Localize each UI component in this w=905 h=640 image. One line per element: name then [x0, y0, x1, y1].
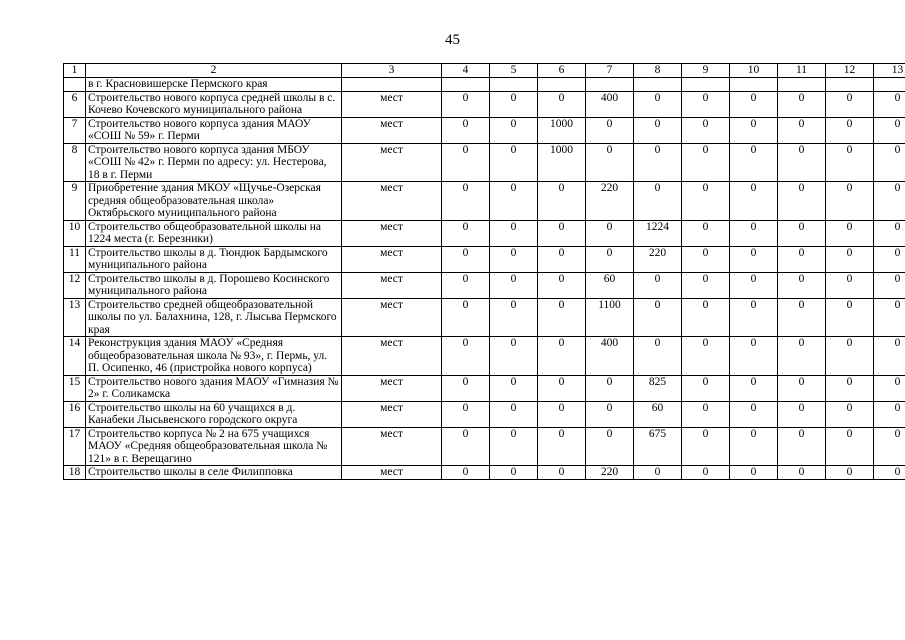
- value-cell: 0: [442, 427, 490, 466]
- value-cell: 0: [874, 427, 905, 466]
- value-cell: 0: [538, 375, 586, 401]
- value-cell: 0: [490, 298, 538, 337]
- row-number-cell: 11: [64, 246, 86, 272]
- value-cell: 0: [442, 91, 490, 117]
- table-row: [64, 375, 905, 401]
- value-cell: 0: [730, 117, 778, 143]
- row-number-cell: 17: [64, 427, 86, 466]
- name-cell: Строительство корпуса № 2 на 675 учащихся МАОУ «Средняя общеобразовательная школа № 121» в г. Верещагино: [86, 427, 342, 466]
- value-cell: 0: [586, 117, 634, 143]
- table-body: [64, 64, 905, 480]
- value-cell: 0: [442, 182, 490, 221]
- value-cell: 0: [538, 246, 586, 272]
- column-header: 12: [826, 64, 874, 78]
- value-cell: 0: [442, 375, 490, 401]
- value-cell: 0: [874, 466, 905, 480]
- row-number-cell: 15: [64, 375, 86, 401]
- unit-cell: мест: [342, 401, 442, 427]
- value-cell: 0: [538, 182, 586, 221]
- value-cell: 0: [490, 375, 538, 401]
- value-cell: 0: [778, 272, 826, 298]
- value-cell: 0: [682, 337, 730, 376]
- value-cell: 0: [730, 337, 778, 376]
- value-cell: 825: [634, 375, 682, 401]
- value-cell: 0: [490, 427, 538, 466]
- row-number-cell: 7: [64, 117, 86, 143]
- value-cell: 0: [682, 91, 730, 117]
- name-cell: Реконструкция здания МАОУ «Средняя общеобразовательная школа № 93», г. Пермь, ул. П. Осипенко, 46 (пристройка нового корпуса): [86, 337, 342, 376]
- continuation-row: [64, 78, 905, 92]
- row-number-cell: 12: [64, 272, 86, 298]
- value-cell: 0: [586, 246, 634, 272]
- value-cell: 0: [586, 427, 634, 466]
- value-cell: 0: [682, 375, 730, 401]
- row-number-cell: 13: [64, 298, 86, 337]
- value-cell: 1100: [586, 298, 634, 337]
- value-cell: 0: [682, 143, 730, 182]
- table-row: [64, 337, 905, 376]
- value-cell: 0: [586, 401, 634, 427]
- value-cell: 0: [874, 246, 905, 272]
- value-cell: 0: [826, 427, 874, 466]
- name-cell: Строительство средней общеобразовательной школы по ул. Балахнина, 128, г. Лысьва Пермского края: [86, 298, 342, 337]
- unit-cell: мест: [342, 91, 442, 117]
- row-number-cell: 8: [64, 143, 86, 182]
- value-cell: 0: [874, 298, 905, 337]
- row-number-cell: 18: [64, 466, 86, 480]
- value-cell: 400: [586, 337, 634, 376]
- value-cell: 0: [634, 298, 682, 337]
- value-cell: 0: [730, 401, 778, 427]
- value-cell: 0: [730, 182, 778, 221]
- value-cell: 0: [730, 143, 778, 182]
- column-header: 1: [64, 64, 86, 78]
- value-cell: 0: [490, 246, 538, 272]
- value-cell: 0: [682, 272, 730, 298]
- value-cell: 0: [490, 182, 538, 221]
- table-row: [64, 117, 905, 143]
- value-cell: 0: [874, 182, 905, 221]
- table-row: [64, 272, 905, 298]
- table-row: [64, 143, 905, 182]
- name-cell: Строительство нового корпуса здания МАОУ «СОШ № 59» г. Перми: [86, 117, 342, 143]
- value-cell: 0: [682, 401, 730, 427]
- value-cell: 0: [442, 401, 490, 427]
- value-cell: 0: [874, 117, 905, 143]
- value-cell: 0: [730, 375, 778, 401]
- unit-cell: мест: [342, 466, 442, 480]
- value-cell: 220: [586, 466, 634, 480]
- value-cell: 1224: [634, 220, 682, 246]
- value-cell: 0: [730, 466, 778, 480]
- document-table: [63, 63, 905, 480]
- name-cell: Строительство школы на 60 учащихся в д. Канабеки Лысьвенского городского округа: [86, 401, 342, 427]
- value-cell: 0: [778, 117, 826, 143]
- unit-cell: мест: [342, 117, 442, 143]
- value-cell: 0: [538, 272, 586, 298]
- value-cell: 0: [538, 466, 586, 480]
- value-cell: 0: [490, 117, 538, 143]
- value-cell: 0: [826, 375, 874, 401]
- value-cell: 0: [442, 246, 490, 272]
- value-cell: 0: [778, 182, 826, 221]
- value-cell: 1000: [538, 117, 586, 143]
- value-cell: 0: [538, 401, 586, 427]
- value-cell: 0: [778, 375, 826, 401]
- row-number-cell: 16: [64, 401, 86, 427]
- name-cell: Строительство школы в д. Тюндюк Бардымского муниципального района: [86, 246, 342, 272]
- value-cell: 0: [778, 143, 826, 182]
- value-cell: 0: [826, 91, 874, 117]
- value-cell: 0: [778, 220, 826, 246]
- name-cell: Строительство школы в селе Филипповка: [86, 466, 342, 480]
- column-header: 4: [442, 64, 490, 78]
- unit-cell: мест: [342, 375, 442, 401]
- column-header: 5: [490, 64, 538, 78]
- unit-cell: мест: [342, 298, 442, 337]
- value-cell: 0: [730, 220, 778, 246]
- value-cell: 0: [634, 91, 682, 117]
- value-cell: 0: [826, 246, 874, 272]
- value-cell: 0: [778, 401, 826, 427]
- value-cell: 0: [778, 246, 826, 272]
- table-row: [64, 91, 905, 117]
- unit-cell: мест: [342, 427, 442, 466]
- value-cell: 0: [826, 117, 874, 143]
- column-header: 9: [682, 64, 730, 78]
- name-cell: Строительство нового корпуса средней школы в с. Кочево Кочевского муниципального района: [86, 91, 342, 117]
- row-number-cell: [64, 78, 86, 92]
- value-cell: 0: [442, 117, 490, 143]
- value-cell: 0: [538, 337, 586, 376]
- value-cell: 0: [490, 337, 538, 376]
- name-cell: Строительство нового корпуса здания МБОУ «СОШ № 42» г. Перми по адресу: ул. Нестерова, 18 в г. Перми: [86, 143, 342, 182]
- value-cell: 0: [538, 220, 586, 246]
- value-cell: 0: [778, 298, 826, 337]
- value-cell: 0: [874, 375, 905, 401]
- value-cell: 0: [874, 220, 905, 246]
- page-number: 45: [445, 32, 460, 48]
- value-cell: 0: [826, 220, 874, 246]
- table-row: [64, 298, 905, 337]
- unit-cell: мест: [342, 246, 442, 272]
- value-cell: 0: [826, 182, 874, 221]
- value-cell: 0: [586, 143, 634, 182]
- name-cell: Строительство общеобразовательной школы на 1224 места (г. Березники): [86, 220, 342, 246]
- row-number-cell: 10: [64, 220, 86, 246]
- value-cell: 0: [442, 466, 490, 480]
- row-number-cell: 14: [64, 337, 86, 376]
- value-cell: 0: [730, 298, 778, 337]
- value-cell: 220: [586, 182, 634, 221]
- unit-cell: [342, 78, 442, 92]
- value-cell: 0: [586, 375, 634, 401]
- value-cell: 0: [730, 272, 778, 298]
- name-cell: Строительство школы в д. Порошево Косинского муниципального района: [86, 272, 342, 298]
- value-cell: 0: [682, 117, 730, 143]
- value-cell: 0: [634, 272, 682, 298]
- value-cell: 0: [826, 466, 874, 480]
- value-cell: 0: [634, 182, 682, 221]
- value-cell: 0: [874, 272, 905, 298]
- value-cell: 0: [634, 466, 682, 480]
- value-cell: 1000: [538, 143, 586, 182]
- column-header: 13: [874, 64, 905, 78]
- value-cell: 0: [730, 246, 778, 272]
- value-cell: 0: [874, 91, 905, 117]
- value-cell: 0: [730, 427, 778, 466]
- value-cell: 0: [442, 298, 490, 337]
- row-number-cell: 6: [64, 91, 86, 117]
- value-cell: 0: [490, 91, 538, 117]
- value-cell: 675: [634, 427, 682, 466]
- name-cell: Приобретение здания МКОУ «Щучье-Озерская средняя общеобразовательная школа» Октябрьского муниципального района: [86, 182, 342, 221]
- value-cell: 0: [826, 298, 874, 337]
- column-header: 2: [86, 64, 342, 78]
- value-cell: 0: [490, 220, 538, 246]
- value-cell: 0: [778, 91, 826, 117]
- value-cell: 0: [730, 91, 778, 117]
- value-cell: 400: [586, 91, 634, 117]
- value-cell: 0: [442, 220, 490, 246]
- column-header: 8: [634, 64, 682, 78]
- column-header: 7: [586, 64, 634, 78]
- unit-cell: мест: [342, 220, 442, 246]
- value-cell: 0: [682, 246, 730, 272]
- value-cell: 0: [538, 298, 586, 337]
- value-cell: 0: [826, 401, 874, 427]
- name-cell: в г. Красновишерске Пермского края: [86, 78, 342, 92]
- value-cell: 0: [778, 427, 826, 466]
- column-number-row: [64, 64, 905, 78]
- value-cell: 0: [778, 337, 826, 376]
- value-cell: 0: [538, 91, 586, 117]
- value-cell: 0: [490, 401, 538, 427]
- unit-cell: мест: [342, 337, 442, 376]
- value-cell: 0: [874, 337, 905, 376]
- column-header: 3: [342, 64, 442, 78]
- table-row: [64, 220, 905, 246]
- value-cell: 0: [442, 337, 490, 376]
- value-cell: 60: [634, 401, 682, 427]
- value-cell: 0: [682, 298, 730, 337]
- value-cell: 0: [778, 466, 826, 480]
- value-cell: 0: [490, 466, 538, 480]
- unit-cell: мест: [342, 143, 442, 182]
- column-header: 10: [730, 64, 778, 78]
- unit-cell: мест: [342, 272, 442, 298]
- name-cell: Строительство нового здания МАОУ «Гимназия № 2» г. Соликамска: [86, 375, 342, 401]
- value-cell: 60: [586, 272, 634, 298]
- column-header: 6: [538, 64, 586, 78]
- value-cell: 0: [442, 272, 490, 298]
- table-row: [64, 246, 905, 272]
- table-row: [64, 466, 905, 480]
- value-cell: 220: [634, 246, 682, 272]
- value-cell: 0: [538, 427, 586, 466]
- table-row: [64, 401, 905, 427]
- value-cell: 0: [634, 117, 682, 143]
- column-header: 11: [778, 64, 826, 78]
- table-row: [64, 427, 905, 466]
- value-cell: 0: [682, 427, 730, 466]
- value-cell: 0: [634, 337, 682, 376]
- value-cell: 0: [490, 272, 538, 298]
- value-cell: 0: [826, 272, 874, 298]
- row-number-cell: 9: [64, 182, 86, 221]
- value-cell: 0: [634, 143, 682, 182]
- value-cell: 0: [586, 220, 634, 246]
- value-cell: 0: [442, 143, 490, 182]
- value-cell: 0: [682, 182, 730, 221]
- value-cell: 0: [682, 466, 730, 480]
- value-cell: 0: [874, 401, 905, 427]
- value-cell: 0: [826, 337, 874, 376]
- table-row: [64, 182, 905, 221]
- value-cell: 0: [490, 143, 538, 182]
- value-cell: 0: [682, 220, 730, 246]
- value-cell: 0: [874, 143, 905, 182]
- unit-cell: мест: [342, 182, 442, 221]
- value-cell: 0: [826, 143, 874, 182]
